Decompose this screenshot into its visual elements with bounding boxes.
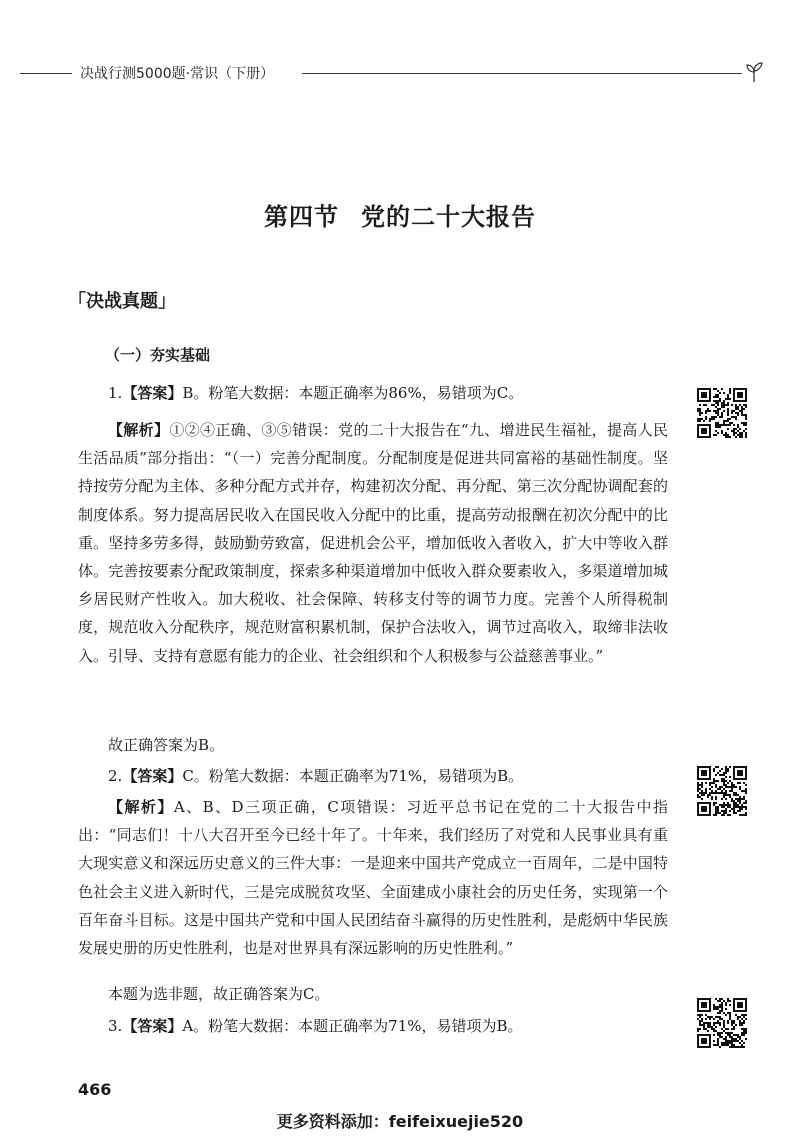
header-rule-right [302, 73, 742, 74]
item-1-conclusion: 故正确答案为B。 [108, 736, 225, 754]
running-header [20, 60, 760, 86]
section-number: 第四节 [264, 203, 339, 231]
item-3-answer-label: 【答案】 [122, 1017, 183, 1035]
qr-code-icon[interactable] [697, 388, 747, 438]
item-1-answer-text: B。粉笔大数据：本题正确率为86%，易错项为C。 [182, 384, 524, 402]
item-3-number: 3. [108, 1017, 123, 1035]
item-2-analysis-text: A、B、D三项正确，C项错误：习近平总书记在党的二十大报告中指出：“同志们！十八大召开至今已经十年了。十年来，我们经历了对党和人民事业具有重大现实意义和深远历史意义的三件大事：一是迎来中国共产党成立一百周年，二是中国特色社会主义进入新时代，三是完成脱贫攻坚、全面建成小康社会的历史任务，实现第一个百年奋斗目标。这是中国共产党和中国人民团结奋斗赢得的历史性胜利，是彪炳中华民族发展史册的历史性胜利，也是对世界具有深远影响的历史性胜利。” [78, 798, 668, 958]
item-2-analysis [78, 793, 668, 962]
item-1-analysis [78, 416, 668, 670]
item-2-answer-text: C。粉笔大数据：本题正确率为71%，易错项为B。 [182, 767, 524, 785]
item-3-answer-text: A。粉笔大数据：本题正确率为71%，易错项为B。 [182, 1017, 523, 1035]
item-3-answer [78, 1012, 668, 1040]
item-2-number: 2. [108, 767, 123, 785]
item-1-number: 1. [108, 384, 123, 402]
qr-code-icon[interactable] [697, 766, 747, 816]
book-title: 决战行测5000题·常识（下册） [80, 66, 275, 82]
item-1-answer [78, 379, 668, 407]
sprout-icon [742, 60, 766, 84]
item-2-answer [78, 762, 668, 790]
item-2-conclusion: 本题为选非题，故正确答案为C。 [108, 985, 330, 1003]
item-2-answer-label: 【答案】 [122, 767, 183, 785]
item-1-analysis-label: 【解析】 [108, 421, 170, 439]
qr-code-icon[interactable] [697, 998, 747, 1048]
section-title [0, 197, 800, 232]
section-name: 党的二十大报告 [361, 203, 536, 231]
item-1-answer-label: 【答案】 [122, 384, 183, 402]
box-heading: 「决战真题」 [68, 291, 176, 312]
item-2-analysis-label: 【解析】 [108, 798, 174, 816]
item-1-analysis-text: ①②④正确、③⑤错误：党的二十大报告在“九、增进民生福祉，提高人民生活品质”部分指出：“（一）完善分配制度。分配制度是促进共同富裕的基础性制度。坚持按劳分配为主体、多种分配方式并存，构建初次分配、再分配、第三次分配协调配套的制度体系。努力提高居民收入在国民收入分配中的比重，提高劳动报酬在初次分配中的比重。坚持多劳多得，鼓励勤劳致富，促进机会公平，增加低收入者收入，扩大中等收入群体。完善按要素分配政策制度，探索多种渠道增加中低收入群众要素收入，多渠道增加城乡居民财产性收入。加大税收、社会保障、转移支付等的调节力度。完善个人所得税制度，规范收入分配秩序，规范财富积累机制，保护合法收入，调节过高收入，取缔非法收入。引导、支持有意愿有能力的企业、社会组织和个人积极参与公益慈善事业。” [78, 421, 668, 665]
sub-heading: （一）夯实基础 [105, 346, 211, 364]
page-number: 466 [78, 1080, 112, 1099]
footer-note: 更多资料添加：feifeixuejie520 [276, 1112, 524, 1131]
header-rule-left [20, 73, 72, 74]
